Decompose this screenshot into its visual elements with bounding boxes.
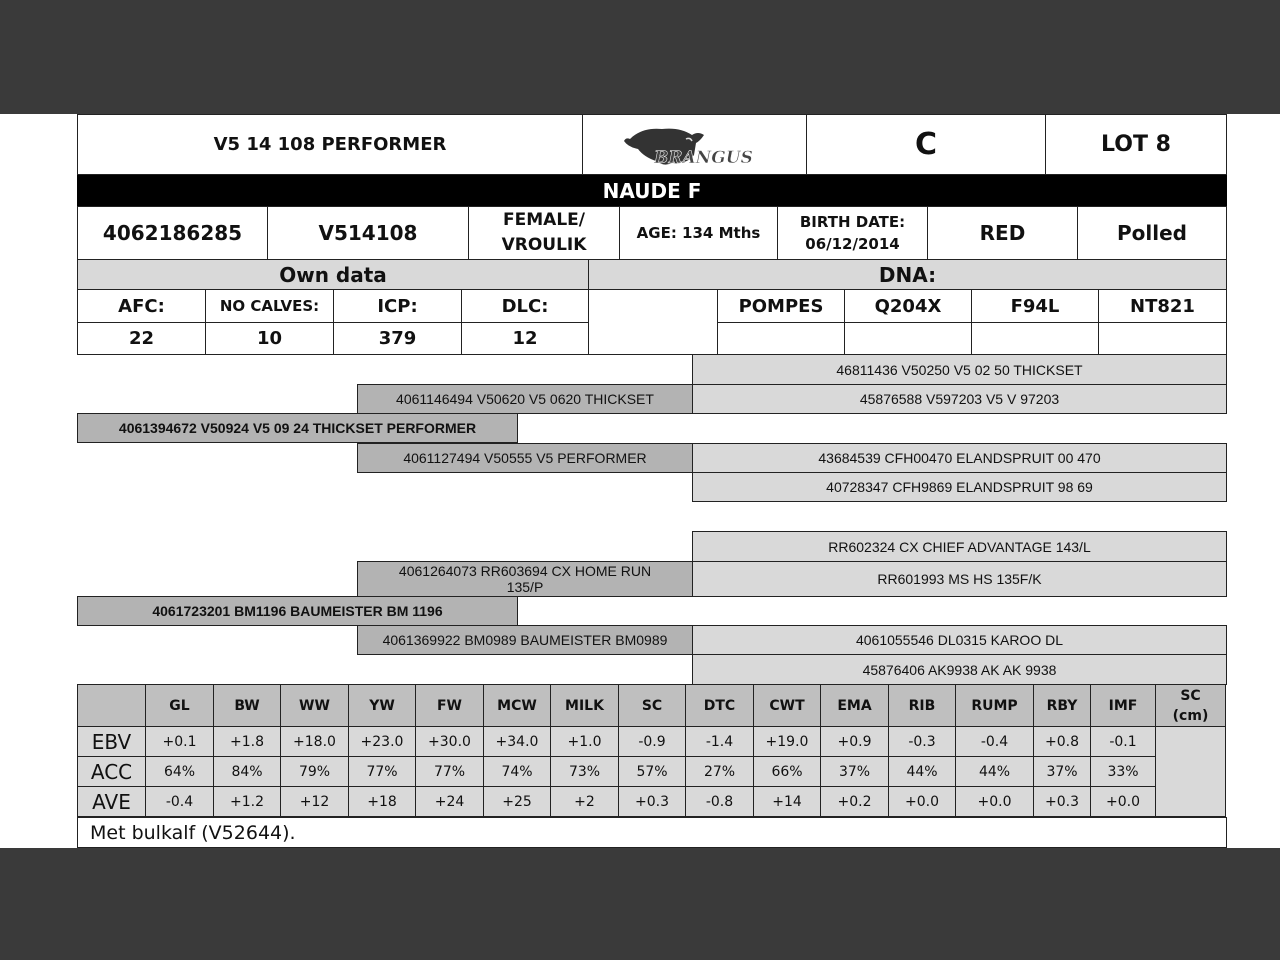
own-data-value-icp: 379	[333, 322, 462, 355]
ave-value: +24	[416, 787, 484, 817]
acc-value: 37%	[1034, 757, 1091, 787]
ave-value: +0.3	[619, 787, 686, 817]
lot-number: LOT 8	[1045, 114, 1227, 175]
acc-value: 74%	[484, 757, 551, 787]
acc-value: 57%	[619, 757, 686, 787]
dna-header-nt821: NT821	[1098, 289, 1227, 323]
pedigree-dam-sire-sire: RR602324 CX CHIEF ADVANTAGE 143/L	[692, 531, 1227, 562]
ebv-header-row	[78, 685, 1226, 727]
trait-header: RIB	[889, 685, 956, 727]
trait-header: DTC	[686, 685, 754, 727]
acc-value: 84%	[214, 757, 281, 787]
horn-status: Polled	[1077, 206, 1227, 260]
dna-blank-cell	[588, 289, 718, 355]
pedigree-dam-sire: 4061264073 RR603694 CX HOME RUN 135/P	[357, 561, 693, 597]
trait-header: CWT	[754, 685, 821, 727]
acc-value: 33%	[1091, 757, 1156, 787]
acc-value: 77%	[416, 757, 484, 787]
ebv-value: +1.8	[214, 727, 281, 757]
dna-value-nt821	[1098, 322, 1227, 355]
age: AGE: 134 Mths	[619, 206, 778, 260]
ave-value: +0.2	[821, 787, 889, 817]
acc-value: 66%	[754, 757, 821, 787]
ebv-value: +0.8	[1034, 727, 1091, 757]
ave-row	[78, 787, 1226, 817]
row-label: EBV	[78, 727, 146, 757]
trait-header: RBY	[1034, 685, 1091, 727]
bull-head-icon	[620, 121, 770, 169]
ebv-corner-cell	[78, 685, 146, 727]
trait-header: SC	[619, 685, 686, 727]
sale-catalogue-card	[0, 114, 1280, 848]
dna-value-q204x	[844, 322, 972, 355]
trait-header: FW	[416, 685, 484, 727]
registration-number: 4062186285	[77, 206, 268, 260]
pedigree-sire-sire-dam: 45876588 V597203 V5 V 97203	[692, 384, 1227, 414]
own-data-header-calves: NO CALVES:	[205, 289, 334, 323]
own-data-header-afc: AFC:	[77, 289, 206, 323]
trait-header: MILK	[551, 685, 619, 727]
birth-date-label: BIRTH DATE:	[799, 213, 906, 231]
own-data-value-dlc: 12	[461, 322, 589, 355]
ebv-value: +18.0	[281, 727, 349, 757]
ebv-value: +23.0	[349, 727, 416, 757]
pedigree-dam-dam: 4061369922 BM0989 BAUMEISTER BM0989	[357, 625, 693, 655]
trait-header: WW	[281, 685, 349, 727]
acc-value: 77%	[349, 757, 416, 787]
pedigree-dam: 4061723201 BM1196 BAUMEISTER BM 1196	[77, 596, 518, 626]
row-label: ACC	[78, 757, 146, 787]
acc-value: 79%	[281, 757, 349, 787]
trait-header: SC (cm)	[1156, 685, 1226, 727]
comment: Met bulkalf (V52644).	[77, 817, 1227, 848]
ebv-value: -0.3	[889, 727, 956, 757]
dna-header-pompes: POMPES	[717, 289, 845, 323]
ebv-value: +30.0	[416, 727, 484, 757]
birth-date: 06/12/2014	[805, 235, 900, 253]
ave-value: +2	[551, 787, 619, 817]
ave-value: +12	[281, 787, 349, 817]
ave-value: +18	[349, 787, 416, 817]
brangus-logo	[582, 114, 807, 175]
ebv-value: -1.4	[686, 727, 754, 757]
ebv-value: +19.0	[754, 727, 821, 757]
row-label: AVE	[78, 787, 146, 817]
acc-value: 37%	[821, 757, 889, 787]
acc-row	[78, 757, 1226, 787]
pedigree-sire-sire-sire: 46811436 V50250 V5 02 50 THICKSET	[692, 354, 1227, 385]
ave-value: -0.4	[146, 787, 214, 817]
ebv-value: -0.9	[619, 727, 686, 757]
trait-header: IMF	[1091, 685, 1156, 727]
pedigree-sire: 4061394672 V50924 V5 09 24 THICKSET PERFORMER	[77, 413, 518, 443]
trait-header: EMA	[821, 685, 889, 727]
acc-value: 73%	[551, 757, 619, 787]
dna-title: DNA:	[588, 259, 1227, 290]
pedigree-sire-dam: 4061127494 V50555 V5 PERFORMER	[357, 443, 693, 473]
own-data-value-calves: 10	[205, 322, 334, 355]
ave-value: +14	[754, 787, 821, 817]
dna-header-f94l: F94L	[971, 289, 1099, 323]
ave-value: +25	[484, 787, 551, 817]
ebv-value: +34.0	[484, 727, 551, 757]
trait-header: BW	[214, 685, 281, 727]
trait-header: MCW	[484, 685, 551, 727]
grade-letter: C	[806, 114, 1046, 175]
ebv-row	[78, 727, 1226, 757]
sc-cm-blank-cell	[1156, 727, 1226, 817]
birth-date-cell	[777, 206, 928, 260]
ave-value: +1.2	[214, 787, 281, 817]
trait-header: YW	[349, 685, 416, 727]
ebv-value: -0.1	[1091, 727, 1156, 757]
pedigree-sire-dam-dam: 40728347 CFH9869 ELANDSPRUIT 98 69	[692, 472, 1227, 502]
tattoo-number: V514108	[267, 206, 469, 260]
dna-header-q204x: Q204X	[844, 289, 972, 323]
ebv-value: -0.4	[956, 727, 1034, 757]
pedigree-sire-sire: 4061146494 V50620 V5 0620 THICKSET	[357, 384, 693, 414]
dna-value-pompes	[717, 322, 845, 355]
ebv-table	[77, 684, 1226, 817]
trait-header: GL	[146, 685, 214, 727]
ave-value: -0.8	[686, 787, 754, 817]
pedigree-sire-dam-sire: 43684539 CFH00470 ELANDSPRUIT 00 470	[692, 443, 1227, 473]
own-data-header-icp: ICP:	[333, 289, 462, 323]
ave-value: +0.0	[1091, 787, 1156, 817]
ebv-value: +0.9	[821, 727, 889, 757]
ebv-value: +1.0	[551, 727, 619, 757]
logo-wordmark: BRANGUS	[653, 147, 753, 168]
colour: RED	[927, 206, 1078, 260]
animal-name: V5 14 108 PERFORMER	[77, 114, 583, 175]
acc-value: 64%	[146, 757, 214, 787]
ebv-value: +0.1	[146, 727, 214, 757]
pedigree-dam-sire-dam: RR601993 MS HS 135F/K	[692, 561, 1227, 597]
acc-value: 44%	[889, 757, 956, 787]
ave-value: +0.0	[956, 787, 1034, 817]
ave-value: +0.0	[889, 787, 956, 817]
sex: FEMALE/ VROULIK	[468, 206, 620, 260]
own-data-header-dlc: DLC:	[461, 289, 589, 323]
pedigree-dam-dam-sire: 4061055546 DL0315 KAROO DL	[692, 625, 1227, 655]
own-data-title: Own data	[77, 259, 589, 290]
dna-value-f94l	[971, 322, 1099, 355]
breeder-name: NAUDE F	[77, 175, 1227, 207]
own-data-value-afc: 22	[77, 322, 206, 355]
trait-header: RUMP	[956, 685, 1034, 727]
ave-value: +0.3	[1034, 787, 1091, 817]
acc-value: 44%	[956, 757, 1034, 787]
acc-value: 27%	[686, 757, 754, 787]
pedigree-dam-dam-dam: 45876406 AK9938 AK AK 9938	[692, 654, 1227, 685]
